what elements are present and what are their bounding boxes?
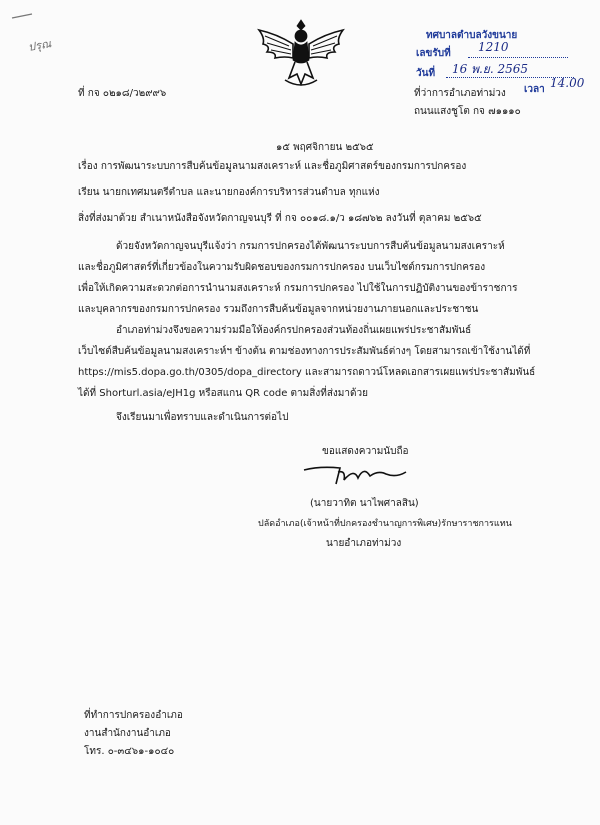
salutation-line: เรียน นายกเทศมนตรีตำบล และนายกองค์การบริหารส่วนตำบล ทุกแห่ง — [78, 187, 380, 198]
stamp-office-name: ทศบาลตำบลวังขนาย — [426, 30, 518, 41]
paragraph-line: เพื่อให้เกิดความสะดวกต่อการนำนามสงเคราะห์ กรมการปกครอง ไปใช้ในการปฏิบัติงานของข้าราชการ — [78, 283, 518, 294]
signature-icon — [300, 460, 410, 490]
garuda-emblem-icon — [255, 16, 347, 90]
footer-phone: โทร. ๐-๓๔๖๑-๑๐๔๐ — [84, 746, 175, 757]
handwritten-note: ปรุณ — [27, 37, 53, 54]
reference-number: ที่ กจ ๐๒๑๘/ว๒๙๙๖ — [78, 88, 167, 99]
paragraph-line: อำเภอท่าม่วงจึงขอความร่วมมือให้องค์กรปกครองส่วนท้องถิ่นเผยแพร่ประชาสัมพันธ์ — [116, 325, 472, 336]
letter-date: ๑๕ พฤศจิกายน ๒๕๖๕ — [276, 142, 374, 153]
stamp-date-value: 16 พ.ย. 2565 — [452, 62, 529, 76]
stamp-date-label: วันที่ — [416, 68, 436, 79]
body-paragraph-1 — [78, 236, 520, 320]
paragraph-line: และบุคลากรของกรมการปกครอง รวมถึงการสืบค้นข้อมูลจากหน่วยงานภายนอกและประชาชน — [78, 304, 479, 315]
closing-request: จึงเรียนมาเพื่อทราบและดำเนินการต่อไป — [116, 412, 289, 423]
paragraph-line: ด้วยจังหวัดกาญจนบุรีแจ้งว่า กรมการปกครองได้พัฒนาระบบการสืบค้นข้อมูลนามสงเคราะห์ — [116, 241, 505, 252]
paragraph-line: เว็บไซต์สืบค้นข้อมูลนามสงเคราะห์ฯ ข้างต้น ตามช่องทางการประสัมพันธ์ต่างๆ โดยสามารถเข้าใช้งานได้ที่ — [78, 346, 531, 357]
body-paragraph-2 — [78, 320, 536, 404]
subject-line: เรื่อง การพัฒนาระบบการสืบค้นข้อมูลนามสงเคราะห์ และชื่อภูมิศาสตร์ของกรมการปกครอง — [78, 161, 467, 172]
stamp-time-value: 14.00 — [550, 76, 585, 90]
sender-address: ถนนแสงชูโต กจ ๗๑๑๑๐ — [414, 106, 521, 117]
stamp-receipt-label: เลขรับที่ — [416, 48, 451, 59]
signer-position: นายอำเภอท่าม่วง — [326, 538, 402, 549]
sender-office: ที่ว่าการอำเภอท่าม่วง — [414, 88, 506, 99]
stamp-time-label: เวลา — [524, 84, 545, 95]
signer-title: ปลัดอำเภอ(เจ้าหน้าที่ปกครองชำนาญการพิเศษ)รักษาราชการแทน — [258, 519, 512, 529]
signer-name: (นายวาทิต นาไพศาลสิน) — [310, 498, 419, 509]
footer-office: ที่ทำการปกครองอำเภอ — [84, 710, 183, 721]
footer-unit: งานสำนักงานอำเภอ — [84, 728, 171, 739]
closing-phrase: ขอแสดงความนับถือ — [322, 446, 409, 457]
paragraph-line: ได้ที่ Shorturl.asia/eJH1g หรือสแกน QR code ตามสิ่งที่ส่งมาด้วย — [78, 388, 368, 399]
attachment-line: สิ่งที่ส่งมาด้วย สำเนาหนังสือจังหวัดกาญจนบุรี ที่ กจ ๐๐๑๘.๑/ว ๑๘๗๖๒ ลงวันที่ ตุลาคม ๒๕๖๕ — [78, 213, 482, 224]
stamp-receipt-dotline — [468, 56, 568, 58]
paragraph-line: และชื่อภูมิศาสตร์ที่เกี่ยวข้องในความรับผิดชอบของกรมการปกครอง บนเว็บไซต์กรมการปกครอง — [78, 262, 486, 273]
paragraph-line: https://mis5.dopa.go.th/0305/dopa_directory และสามารถดาวน์โหลดเอกสารเผยแพร่ประชาสัมพันธ์ — [78, 367, 536, 378]
stamp-receipt-number: 1210 — [478, 40, 509, 54]
